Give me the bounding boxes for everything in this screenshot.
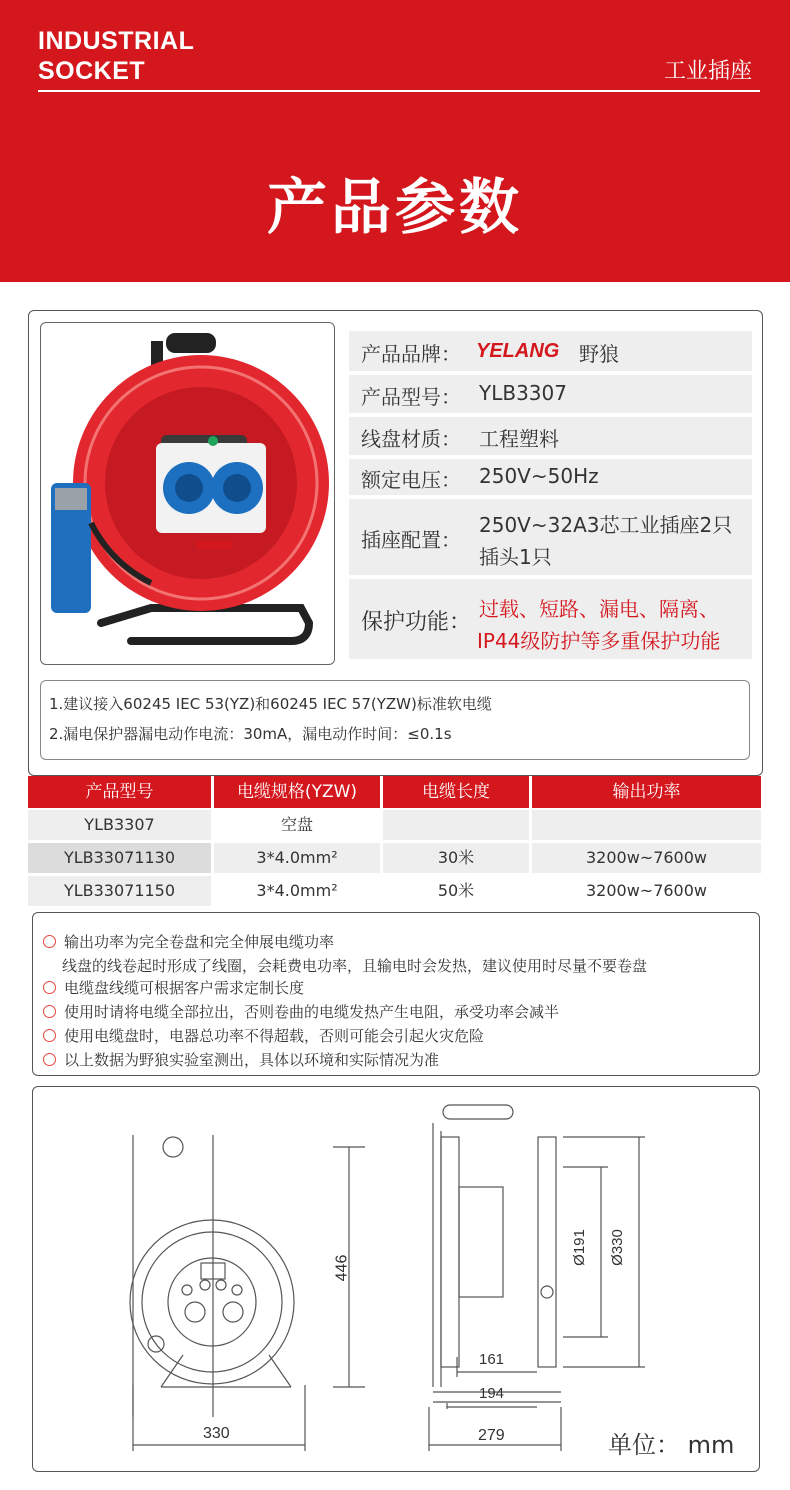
cable-notes	[40, 680, 750, 760]
dim-diameter-inner: Ø191	[570, 1229, 588, 1266]
table-cell: 3*4.0mm²	[214, 876, 380, 906]
header-divider	[38, 90, 760, 92]
tip-item	[62, 955, 647, 976]
param-material-value: 工程塑料	[479, 427, 559, 451]
note-1: 1.建议接入60245 IEC 53(YZ)和60245 IEC 57(YZW)标准软电缆	[49, 695, 492, 713]
unit-label: 单位： mm	[608, 1431, 735, 1459]
warning-icon	[43, 981, 56, 994]
dim-side-mid: 194	[479, 1385, 505, 1402]
tip-text: 使用时请将电缆全部拉出，否则卷曲的电缆发热产生电阻，承受功率会减半	[64, 1003, 560, 1021]
table-cell: YLB33071130	[28, 843, 211, 873]
brand-english	[38, 26, 194, 86]
table-header-model: 产品型号	[28, 776, 211, 808]
param-row-protection	[349, 579, 752, 659]
param-row-brand	[349, 331, 752, 371]
dimension-drawing	[33, 1087, 759, 1471]
param-model-label: 产品型号：	[361, 385, 461, 409]
tip-text: 以上数据为野狼实验室测出，具体以环境和实际情况为准	[64, 1051, 440, 1069]
tip-item	[43, 1025, 484, 1046]
table-cell: 空盘	[214, 810, 380, 840]
brand-en-line1: INDUSTRIAL	[38, 27, 195, 55]
param-row-material	[349, 417, 752, 455]
param-socket-value-1: 250V~32A3芯工业插座2只	[479, 513, 733, 537]
warning-icon	[43, 1053, 56, 1066]
table-cell: 3200w~7600w	[532, 843, 761, 873]
param-brand-value: 野狼	[579, 342, 619, 366]
dim-side-total: 279	[478, 1427, 505, 1444]
param-model-value: YLB3307	[479, 381, 567, 405]
table-cell: 30米	[383, 843, 529, 873]
param-voltage-label: 额定电压：	[361, 468, 461, 492]
dimension-drawing-card	[32, 1086, 760, 1472]
tip-item	[43, 931, 334, 952]
param-row-voltage	[349, 459, 752, 495]
table-cell: 3*4.0mm²	[214, 843, 380, 873]
usage-tips	[32, 912, 760, 1076]
param-row-socket	[349, 499, 752, 575]
param-socket-label: 插座配置：	[361, 528, 461, 552]
dim-diameter-outer: Ø330	[608, 1229, 626, 1266]
warning-icon	[43, 935, 56, 948]
tip-text: 线盘的线卷起时形成了线圈，会耗费电功率，且输电时会发热，建议使用时尽量不要卷盘	[62, 957, 648, 975]
param-protect-label: 保护功能：	[361, 610, 472, 635]
param-protect-value-1: 过载、短路、漏电、隔离、	[479, 597, 719, 621]
table-cell: 3200w~7600w	[532, 876, 761, 906]
brand-chinese: 工业插座	[663, 59, 752, 84]
table-header-power: 输出功率	[532, 776, 761, 808]
param-socket-value-2: 插头1只	[479, 545, 552, 569]
warning-icon	[43, 1005, 56, 1018]
table-cell	[532, 810, 761, 840]
tip-item	[43, 1001, 559, 1022]
dim-front-width: 330	[203, 1425, 230, 1442]
table-header-cable-spec: 电缆规格(YZW)	[214, 776, 380, 808]
table-cell	[383, 810, 529, 840]
table-cell: 50米	[383, 876, 529, 906]
page-title: 产品参数	[267, 173, 523, 243]
tip-text: 输出功率为完全卷盘和完全伸展电缆功率	[64, 933, 335, 951]
product-image	[40, 322, 335, 665]
table-header-length: 电缆长度	[383, 776, 529, 808]
param-protect-value-2: IP44级防护等多重保护功能	[477, 629, 721, 653]
tip-item	[43, 977, 304, 998]
cable-reel-illustration	[41, 323, 334, 664]
brand-en-line2: SOCKET	[38, 57, 146, 85]
param-voltage-value: 250V~50Hz	[479, 464, 599, 488]
dim-front-height: 446	[333, 1254, 351, 1282]
yelang-logo: YELANG	[476, 340, 560, 362]
table-cell: YLB3307	[28, 810, 211, 840]
note-2: 2.漏电保护器漏电动作电流：30mA，漏电动作时间：≤0.1s	[49, 725, 452, 743]
tip-text: 使用电缆盘时，电器总功率不得超载，否则可能会引起火灾危险	[64, 1027, 485, 1045]
param-row-model	[349, 375, 752, 413]
tip-item	[43, 1049, 439, 1070]
tip-text: 电缆盘线缆可根据客户需求定制长度	[64, 979, 305, 997]
param-brand-label: 产品品牌：	[361, 342, 461, 366]
warning-icon	[43, 1029, 56, 1042]
param-material-label: 线盘材质：	[361, 427, 461, 451]
header-banner	[0, 0, 790, 282]
table-cell: YLB33071150	[28, 876, 211, 906]
dim-side-inner: 161	[479, 1351, 505, 1368]
